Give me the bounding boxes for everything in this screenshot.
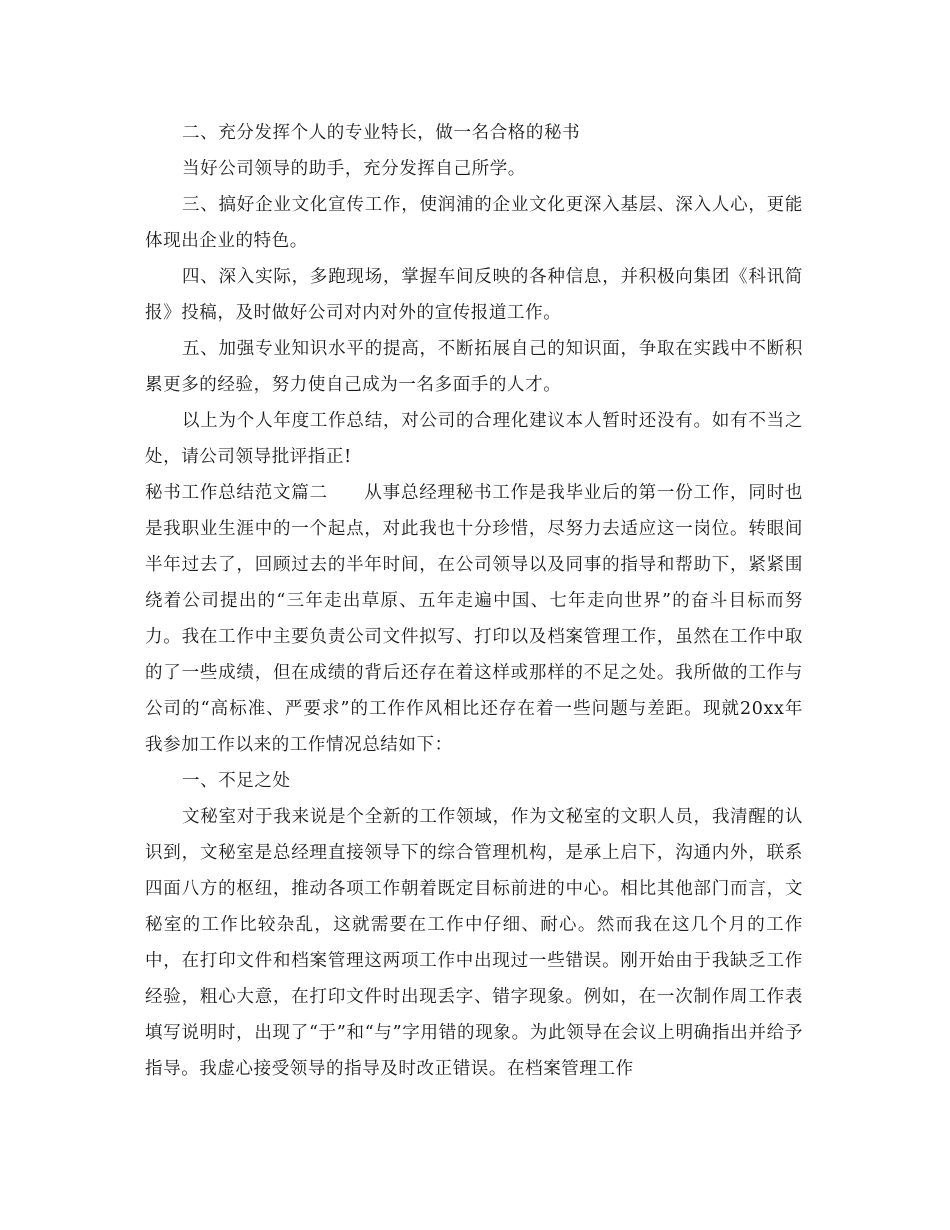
paragraph-section-four: 四、深入实际，多跑现场，掌握车间反映的各种信息，并积极向集团《科讯简报》投稿，及时做好公司对内对外的宣传报道工作。 — [145, 267, 803, 323]
paragraph-section-two-heading: 二、充分发挥个人的专业特长，做一名合格的秘书 — [182, 123, 581, 143]
paragraph-closing-summary: 以上为个人年度工作总结，对公司的合理化建议本人暂时还没有。如有不当之处，请公司领导批评指正! — [145, 411, 803, 467]
paragraph-section-three: 三、搞好企业文化宣传工作，使润浦的企业文化更深入基层、深入人心，更能体现出企业的特色。 — [145, 195, 803, 251]
paragraph-secretary-office: 文秘室对于我来说是个全新的工作领域，作为文秘室的文职人员，我清醒的认识到，文秘室是总经理直接领导下的综合管理机构，是承上启下，沟通内外，联系四面八方的枢纽，推动各项工作朝着既定目标前进的中心。相比其他部门而言，文秘室的工作比较杂乱，这就需要在工作中仔细、耐心。然而我在这几个月的工作中，在打印文件和档案管理这两项工作中出现过一些错误。刚开始由于我缺乏工作经验，粗心大意，在打印文件时出现丢字、错字现象。例如，在一次制作周工作表填写说明时，出现了“于”和“与”字用错的现象。为此领导在会议上明确指出并给予指导。我虚心接受领导的指导及时改正错误。在档案管理工作 — [145, 807, 803, 1079]
paragraph-assistant-role: 当好公司领导的助手，充分发挥自己所学。 — [182, 159, 526, 179]
paragraph-section-five: 五、加强专业知识水平的提高，不断拓展自己的知识面，争取在实践中不断积累更多的经验，努力使自己成为一名多面手的人才。 — [145, 339, 803, 395]
document-body — [145, 115, 803, 1087]
paragraph-article-two-intro: 秘书工作总结范文篇二 从事总经理秘书工作是我毕业后的第一份工作，同时也是我职业生涯中的一个起点，对此我也十分珍惜，尽努力去适应这一岗位。转眼间半年过去了，回顾过去的半年时间，在公司领导以及同事的指导和帮助下，紧紧围绕着公司提出的“三年走出草原、五年走遍中国、七年走向世界”的奋斗目标而努力。我在工作中主要负责公司文件拟写、打印以及档案管理工作，虽然在工作中取的了一些成绩，但在成绩的背后还存在着这样或那样的不足之处。我所做的工作与公司的“高标准、严要求”的工作作风相比还存在着一些问题与差距。现就20xx年我参加工作以来的工作情况总结如下： — [145, 483, 803, 755]
paragraph-shortcomings-heading: 一、不足之处 — [182, 771, 291, 791]
